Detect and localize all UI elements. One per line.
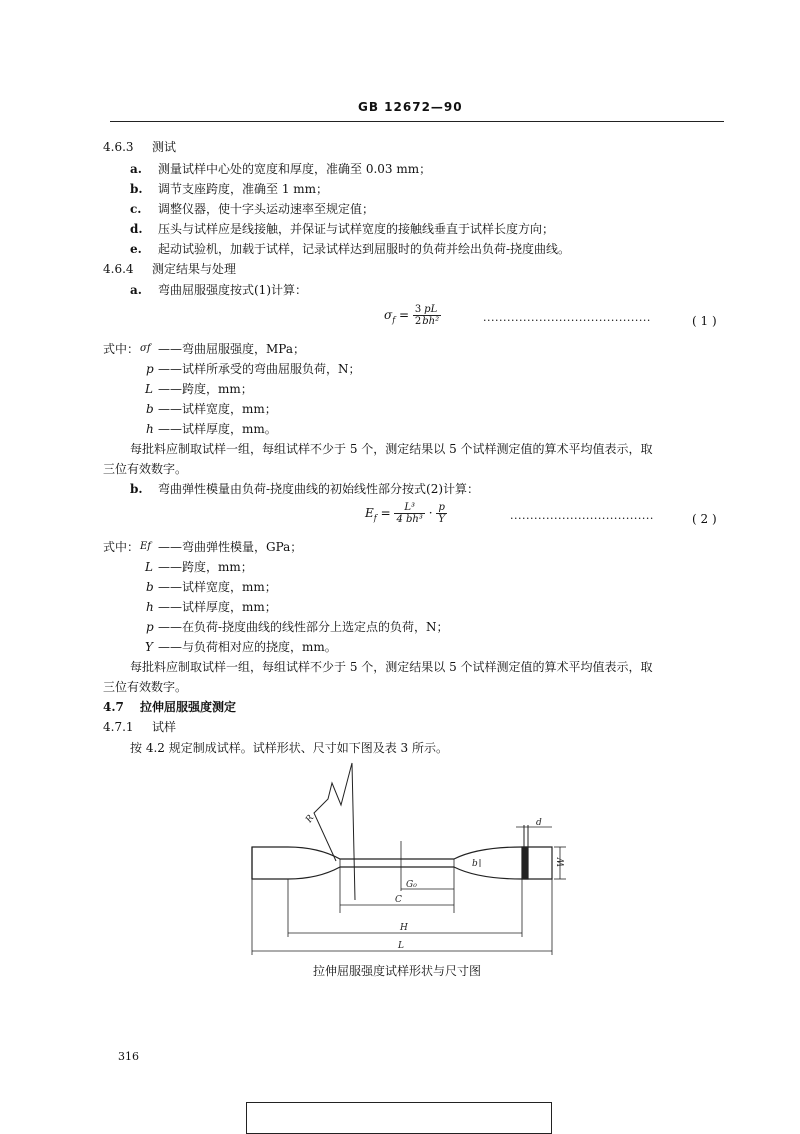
label-H: H: [400, 923, 408, 933]
equation-2: [365, 502, 447, 525]
def-text: ——试样宽度，mm；: [158, 580, 277, 594]
section-number-4-7: 4.7: [103, 700, 124, 714]
item-mark: c.: [130, 202, 142, 216]
paragraph: 按 4.2 规定制成试样。试样形状、尺寸如下图及表 3 所示。: [130, 741, 448, 755]
def-text: ——跨度，mm；: [158, 560, 253, 574]
def-text: ——与负荷相对应的挠度，mm。: [158, 640, 337, 654]
def-desc: 弯曲屈服强度，MPa；: [182, 342, 305, 356]
def-text: ——跨度，mm；: [158, 382, 253, 396]
formula-intro-1: 弯曲屈服强度按式(1)计算：: [158, 283, 307, 297]
eq2-equals: =: [380, 506, 391, 520]
list-item: 起动试验机，加载于试样，记录试样达到屈服时的负荷并绘出负荷-挠度曲线。: [158, 242, 571, 256]
def-symbol: b: [146, 402, 154, 416]
paragraph: 每批料应制取试样一组，每组试样不少于 5 个，测定结果以 5 个试样测定值的算术平均值表示，取: [130, 660, 653, 674]
section-number-4-6-3: 4.6.3: [103, 140, 134, 154]
def-text: ——试样厚度，mm。: [158, 422, 277, 436]
eq1-lhs: σ: [384, 308, 393, 322]
eq1-coef-den: 2: [414, 316, 422, 327]
list-item: 压头与试样应是线接触，并保证与试样宽度的接触线垂直于试样长度方向；: [158, 222, 555, 236]
formula-intro-2: 弯曲弹性模量由负荷-挠度曲线的初始线性部分按式(2)计算：: [158, 482, 480, 496]
def-desc: 与负荷相对应的挠度，mm。: [182, 640, 337, 654]
eq1-frac-den: bh²: [422, 316, 440, 327]
item-mark: e.: [130, 242, 142, 256]
def-desc: 跨度，mm；: [182, 560, 253, 574]
section-title-test: 测试: [152, 140, 177, 154]
label-L: L: [398, 941, 404, 951]
label-W: W: [557, 857, 567, 867]
label-b: b: [472, 859, 478, 869]
def-desc: 试样所承受的弯曲屈服负荷，N；: [182, 362, 361, 376]
eq1-number: ( 1 ): [692, 314, 717, 328]
item-mark: b.: [130, 482, 143, 496]
item-mark: b.: [130, 182, 143, 196]
eq1-frac-num: pL: [420, 304, 441, 316]
def-symbol: p: [146, 362, 154, 376]
specimen-outline: [252, 847, 552, 879]
label-C: C: [395, 895, 402, 905]
def-symbol: L: [145, 560, 153, 574]
def-symbol: h: [146, 422, 154, 436]
def-symbol: L: [145, 382, 153, 396]
eq2-lhs-sub: f: [373, 513, 377, 523]
eq2-fraction-2: [436, 502, 447, 525]
def-text: ——弯曲屈服强度，MPa；: [158, 342, 305, 356]
page-number: 316: [118, 1050, 139, 1063]
def-text: ——试样宽度，mm；: [158, 402, 277, 416]
paragraph: 三位有效数字。: [103, 462, 188, 476]
list-item: 调节支座跨度，准确至 1 mm；: [158, 182, 329, 196]
item-mark: d.: [130, 222, 143, 236]
def-desc: 试样宽度，mm；: [182, 580, 277, 594]
figure-caption: 拉伸屈服强度试样形状与尺寸图: [313, 964, 482, 978]
eq2-dot: ·: [428, 506, 433, 520]
list-item: 测量试样中心处的宽度和厚度，准确至 0.03 mm；: [158, 162, 432, 176]
eq2-frac2-num: p: [436, 502, 447, 514]
def-text: ——在负荷-挠度曲线的线性部分上选定点的负荷，N；: [158, 620, 449, 634]
section-number-4-6-4: 4.6.4: [103, 262, 134, 276]
def-desc: 在负荷-挠度曲线的线性部分上选定点的负荷，N；: [182, 620, 449, 634]
eq1-coef-num: 3: [414, 304, 422, 315]
eq1-equals: =: [399, 308, 410, 322]
standard-number: GB 12672—90: [358, 100, 463, 114]
section-title-results: 测定结果与处理: [152, 262, 237, 276]
eq1-fraction: [420, 304, 441, 327]
paragraph: 三位有效数字。: [103, 680, 188, 694]
eq2-frac2-den: Y: [438, 514, 445, 525]
def-text: ——试样厚度，mm；: [158, 600, 277, 614]
eq1-leaders: ··········································: [483, 314, 651, 327]
eq2-number: ( 2 ): [692, 512, 717, 526]
def-symbol: h: [146, 600, 154, 614]
eq2-lhs: E: [365, 506, 374, 520]
list-item: 调整仪器，使十字头运动速率至规定值；: [158, 202, 375, 216]
def-desc: 试样厚度，mm；: [182, 600, 277, 614]
section-title-specimen: 试样: [152, 720, 177, 734]
def-text: ——弯曲弹性模量，GPa；: [158, 540, 303, 554]
def-symbol: Ef: [140, 541, 152, 552]
equation-1: [384, 304, 441, 327]
def-desc: 弯曲弹性模量，GPa；: [182, 540, 303, 554]
section-number-4-7-1: 4.7.1: [103, 720, 134, 734]
where-label: 式中：: [103, 342, 140, 356]
def-symbol: b: [146, 580, 154, 594]
eq2-leaders: ····································: [510, 512, 654, 525]
item-mark: a.: [130, 283, 142, 297]
def-symbol: σf: [140, 343, 151, 354]
section-title-tensile: 拉伸屈服强度测定: [140, 700, 237, 714]
specimen-drawing: [240, 755, 580, 960]
item-mark: a.: [130, 162, 142, 176]
def-desc: 试样厚度，mm。: [182, 422, 277, 436]
label-R: R: [304, 813, 317, 825]
bottom-frame: [246, 1102, 552, 1134]
eq2-frac1-den: 4 bh³: [396, 514, 423, 525]
def-symbol: Y: [145, 640, 153, 654]
header-rule: [110, 121, 724, 122]
paragraph: 每批料应制取试样一组，每组试样不少于 5 个，测定结果以 5 个试样测定值的算术平均值表示，取: [130, 442, 653, 456]
where-label: 式中：: [103, 540, 140, 554]
def-text: ——试样所承受的弯曲屈服负荷，N；: [158, 362, 361, 376]
label-d: d: [536, 818, 542, 828]
eq2-frac1-num: L³: [394, 502, 424, 514]
def-desc: 跨度，mm；: [182, 382, 253, 396]
def-symbol: p: [146, 620, 154, 634]
eq1-lhs-sub: f: [392, 315, 396, 325]
eq2-fraction-1: [394, 502, 424, 525]
label-G0: G₀: [406, 880, 417, 890]
radius-leader: [314, 763, 355, 900]
def-desc: 试样宽度，mm；: [182, 402, 277, 416]
